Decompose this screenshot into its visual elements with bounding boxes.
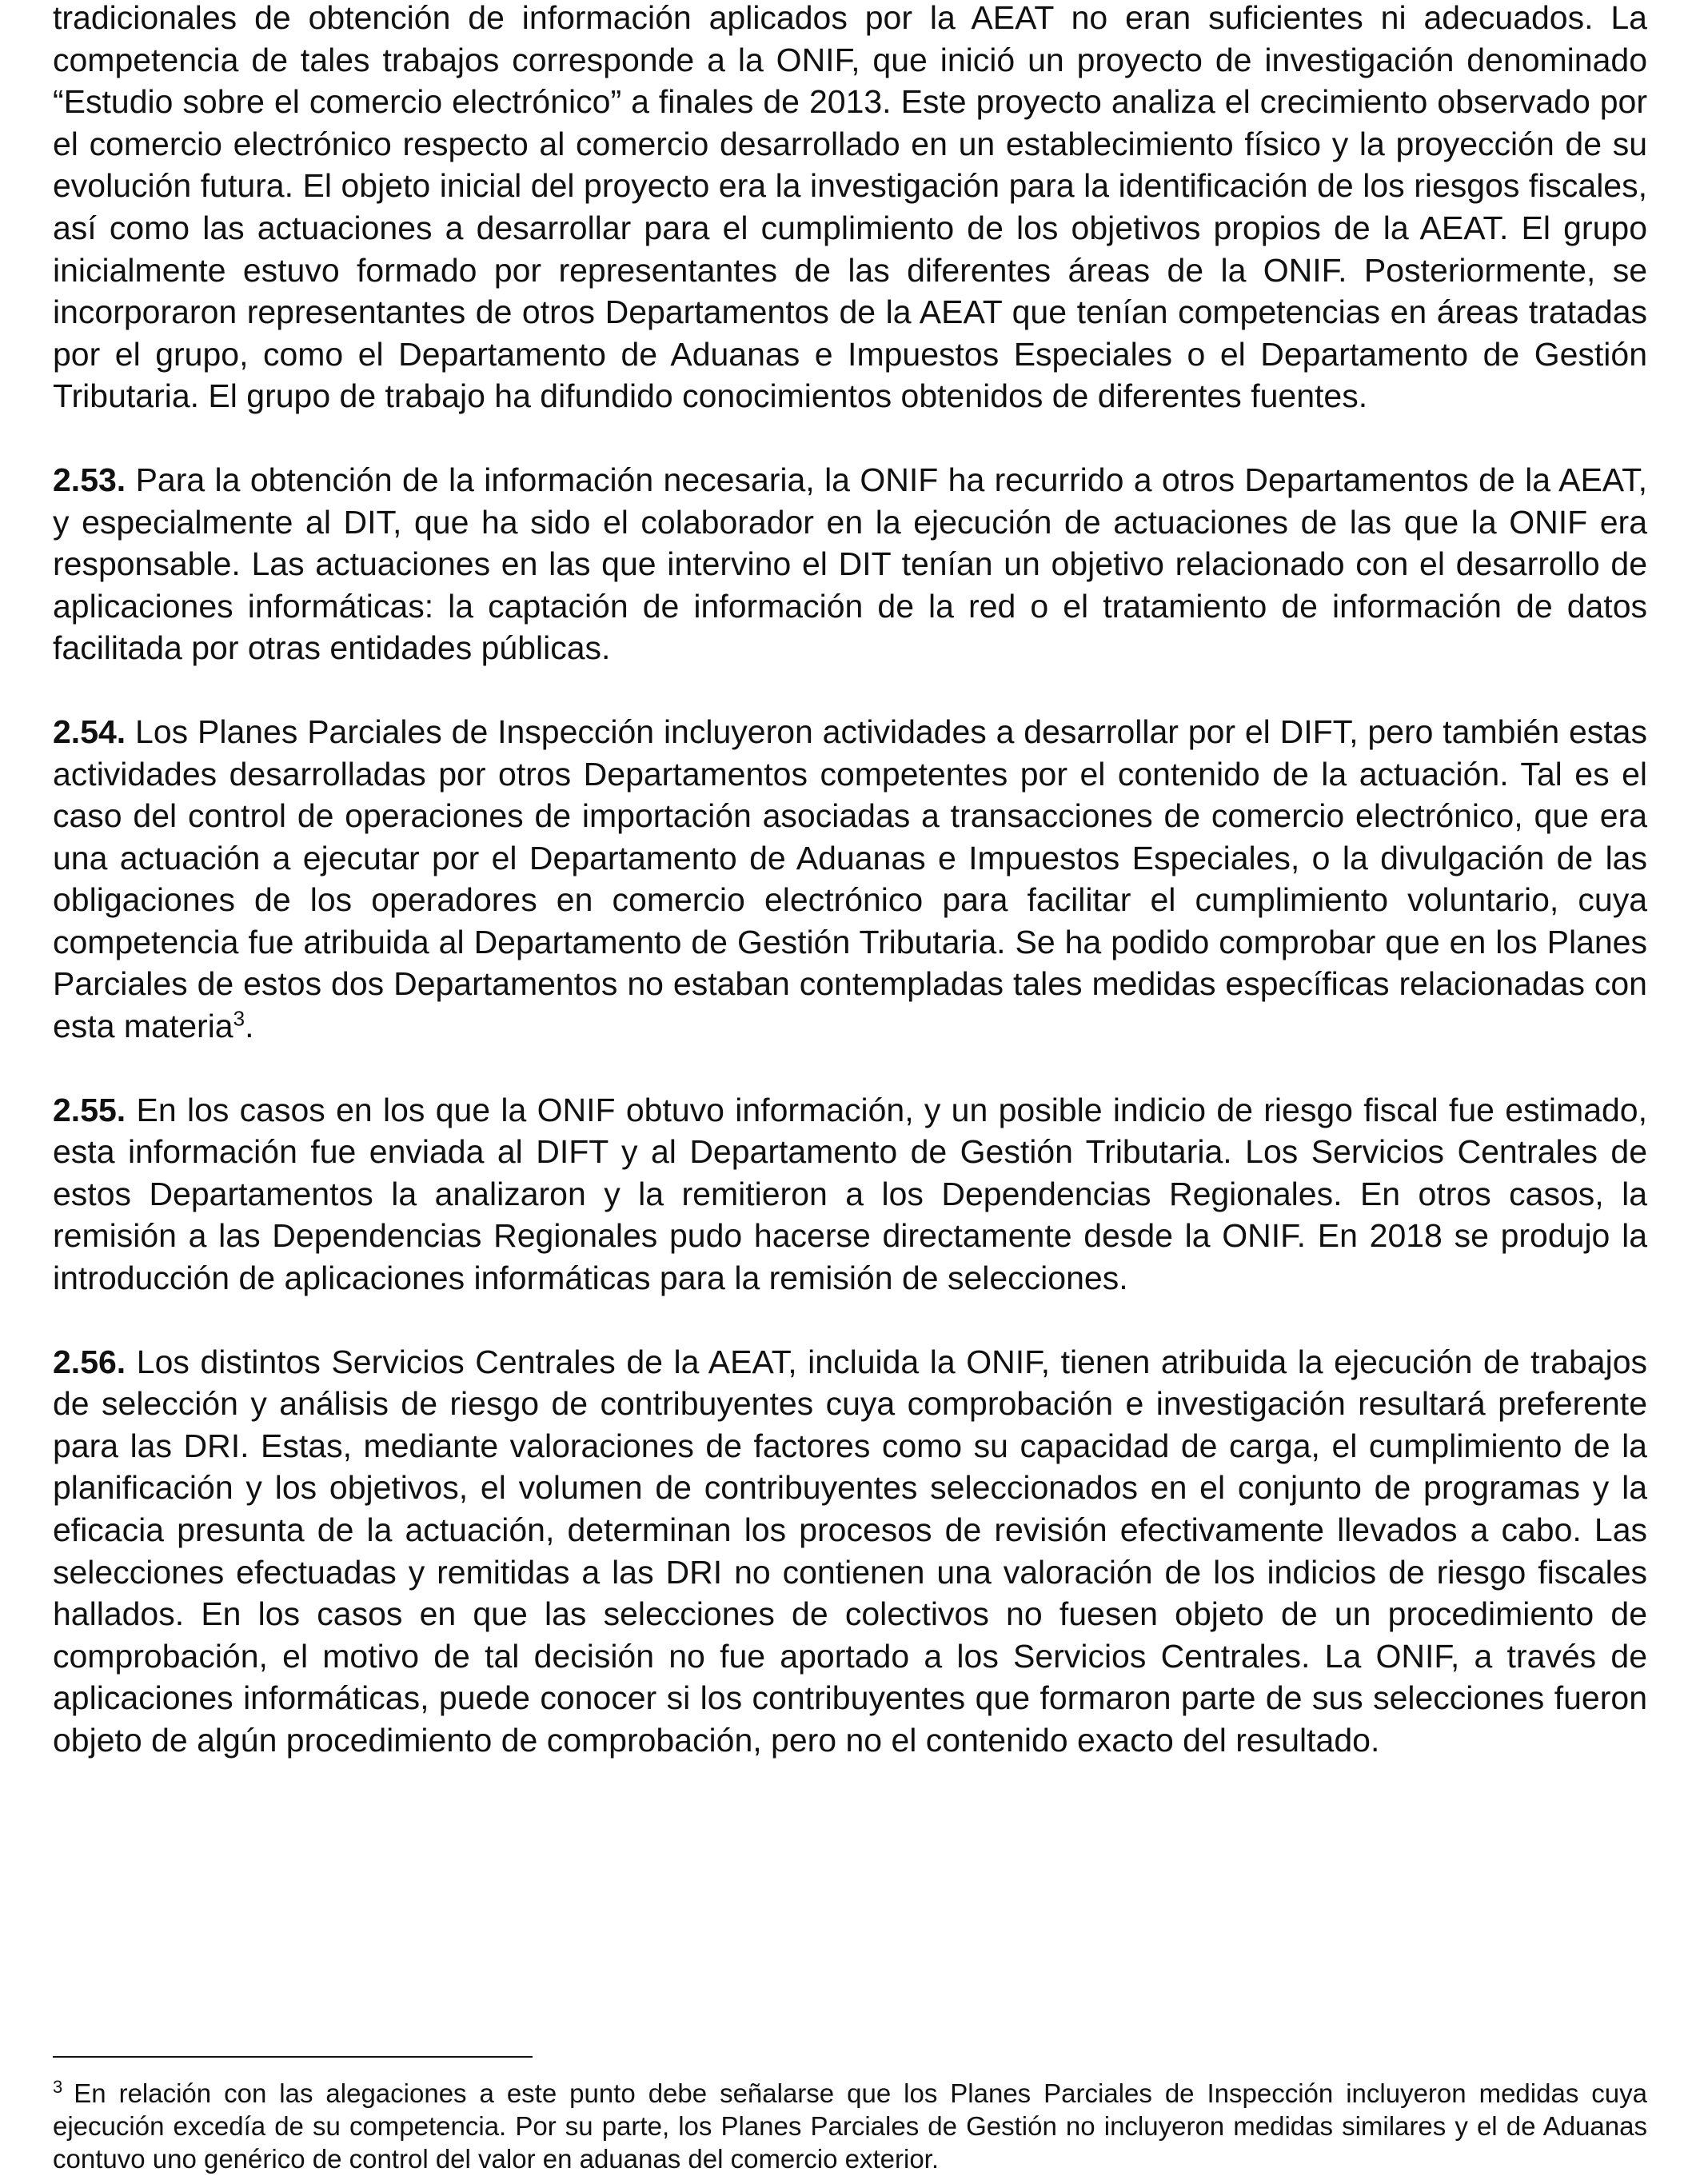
paragraph-text: En los casos en los que la ONIF obtuvo información, y un posible indicio de riesgo fiscal fue estimado, esta información fue enviada al DIFT y al Departamento de Gestión Tributaria. Los Servicios Centrales de estos Departamentos la analizaron y la remitieron a los Dependencias Regionales. En otros casos, la remisión a las Dependencias Regionales pudo hacerse directamente desde la ONIF. En 2018 se produjo la introducción de aplicaciones informáticas para la remisión de selecciones. [53, 1091, 1647, 1297]
paragraph-2-54 [53, 711, 1647, 1048]
paragraph-2-55 [53, 1089, 1647, 1300]
footnote [53, 2077, 1647, 2175]
paragraph-text: Los Planes Parciales de Inspección incluyeron actividades a desarrollar por el DIFT, pero también estas actividades desarrolladas por otros Departamentos competentes por el contenido de la actuación. Tal es el caso del control de operaciones de importación asociadas a transacciones de comercio electrónico, que era una actuación a ejecutar por el Departamento de Aduanas e Impuestos Especiales, o la divulgación de las obligaciones de los operadores en comercio electrónico para facilitar el cumplimiento voluntario, cuya competencia fue atribuida al Departamento de Gestión Tributaria. Se ha podido comprobar que en los Planes Parciales de estos dos Departamentos no estaban contempladas tales medidas específicas relacionadas con esta materia [53, 713, 1647, 1045]
paragraph-text: Los distintos Servicios Centrales de la AEAT, incluida la ONIF, tienen atribuida la ejecución de trabajos de selección y análisis de riesgo de contribuyentes cuya comprobación e investigación resultará preferente para las DRI. Estas, mediante valoraciones de factores como su capacidad de carga, el cumplimiento de la planificación y los objetivos, el volumen de contribuyentes seleccionados en el conjunto de programas y la eficacia presunta de la actuación, determinan los procesos de revisión efectivamente llevados a cabo. Las selecciones efectuadas y remitidas a las DRI no contienen una valoración de los indicios de riesgo fiscales hallados. En los casos en que las selecciones de colectivos no fuesen objeto de un procedimiento de comprobación, el motivo de tal decisión no fue aportado a los Servicios Centrales. La ONIF, a través de aplicaciones informáticas, puede conocer si los contribuyentes que formaron parte de sus selecciones fueron objeto de algún procedimiento de comprobación, pero no el contenido exacto del resultado. [53, 1343, 1647, 1759]
paragraph-number: 2.54. [53, 713, 126, 750]
document-body [53, 0, 1647, 1762]
footnote-marker: 3 [53, 2077, 63, 2097]
paragraph-number: 2.55. [53, 1091, 126, 1128]
paragraph-number: 2.56. [53, 1343, 126, 1380]
paragraph-text: Para la obtención de la información necesaria, la ONIF ha recurrido a otros Departamentos de la AEAT, y especialmente al DIT, que ha sido el colaborador en la ejecución de actuaciones de las que la ONIF era responsable. Las actuaciones en las que intervino el DIT tenían un objetivo relacionado con el desarrollo de aplicaciones informáticas: la captación de información de la red o el tratamiento de información de datos facilitada por otras entidades públicas. [53, 461, 1647, 667]
footnote-text: En relación con las alegaciones a este punto debe señalarse que los Planes Parciales de Inspección incluyeron medidas cuya ejecución excedía de su competencia. Por su parte, los Planes Parciales de Gestión no incluyeron medidas similares y el de Aduanas contuvo uno genérico de control del valor en aduanas del comercio exterior. [53, 2078, 1647, 2174]
paragraph-2-56 [53, 1341, 1647, 1762]
paragraph-continuation [53, 0, 1647, 417]
paragraph-text-end: . [245, 1008, 254, 1045]
document-page [53, 0, 1647, 2184]
footnote-reference[interactable]: 3 [233, 1006, 245, 1031]
paragraph-text: tradicionales de obtención de información aplicados por la AEAT no eran suficientes ni adecuados. La competencia de tales trabajos corresponde a la ONIF, que inició un proyecto de investigación denominado “Estudio sobre el comercio electrónico” a finales de 2013. Este proyecto analiza el crecimiento observado por el comercio electrónico respecto al comercio desarrollado en un establecimiento físico y la proyección de su evolución futura. El objeto inicial del proyecto era la investigación para la identificación de los riesgos fiscales, así como las actuaciones a desarrollar para el cumplimiento de los objetivos propios de la AEAT. El grupo inicialmente estuvo formado por representantes de las diferentes áreas de la ONIF. Posteriormente, se incorporaron representantes de otros Departamentos de la AEAT que tenían competencias en áreas tratadas por el grupo, como el Departamento de Aduanas e Impuestos Especiales o el Departamento de Gestión Tributaria. El grupo de trabajo ha difundido conocimientos obtenidos de diferentes fuentes. [53, 0, 1647, 415]
footnote-separator [53, 2056, 533, 2058]
paragraph-number: 2.53. [53, 461, 126, 498]
paragraph-2-53 [53, 459, 1647, 669]
